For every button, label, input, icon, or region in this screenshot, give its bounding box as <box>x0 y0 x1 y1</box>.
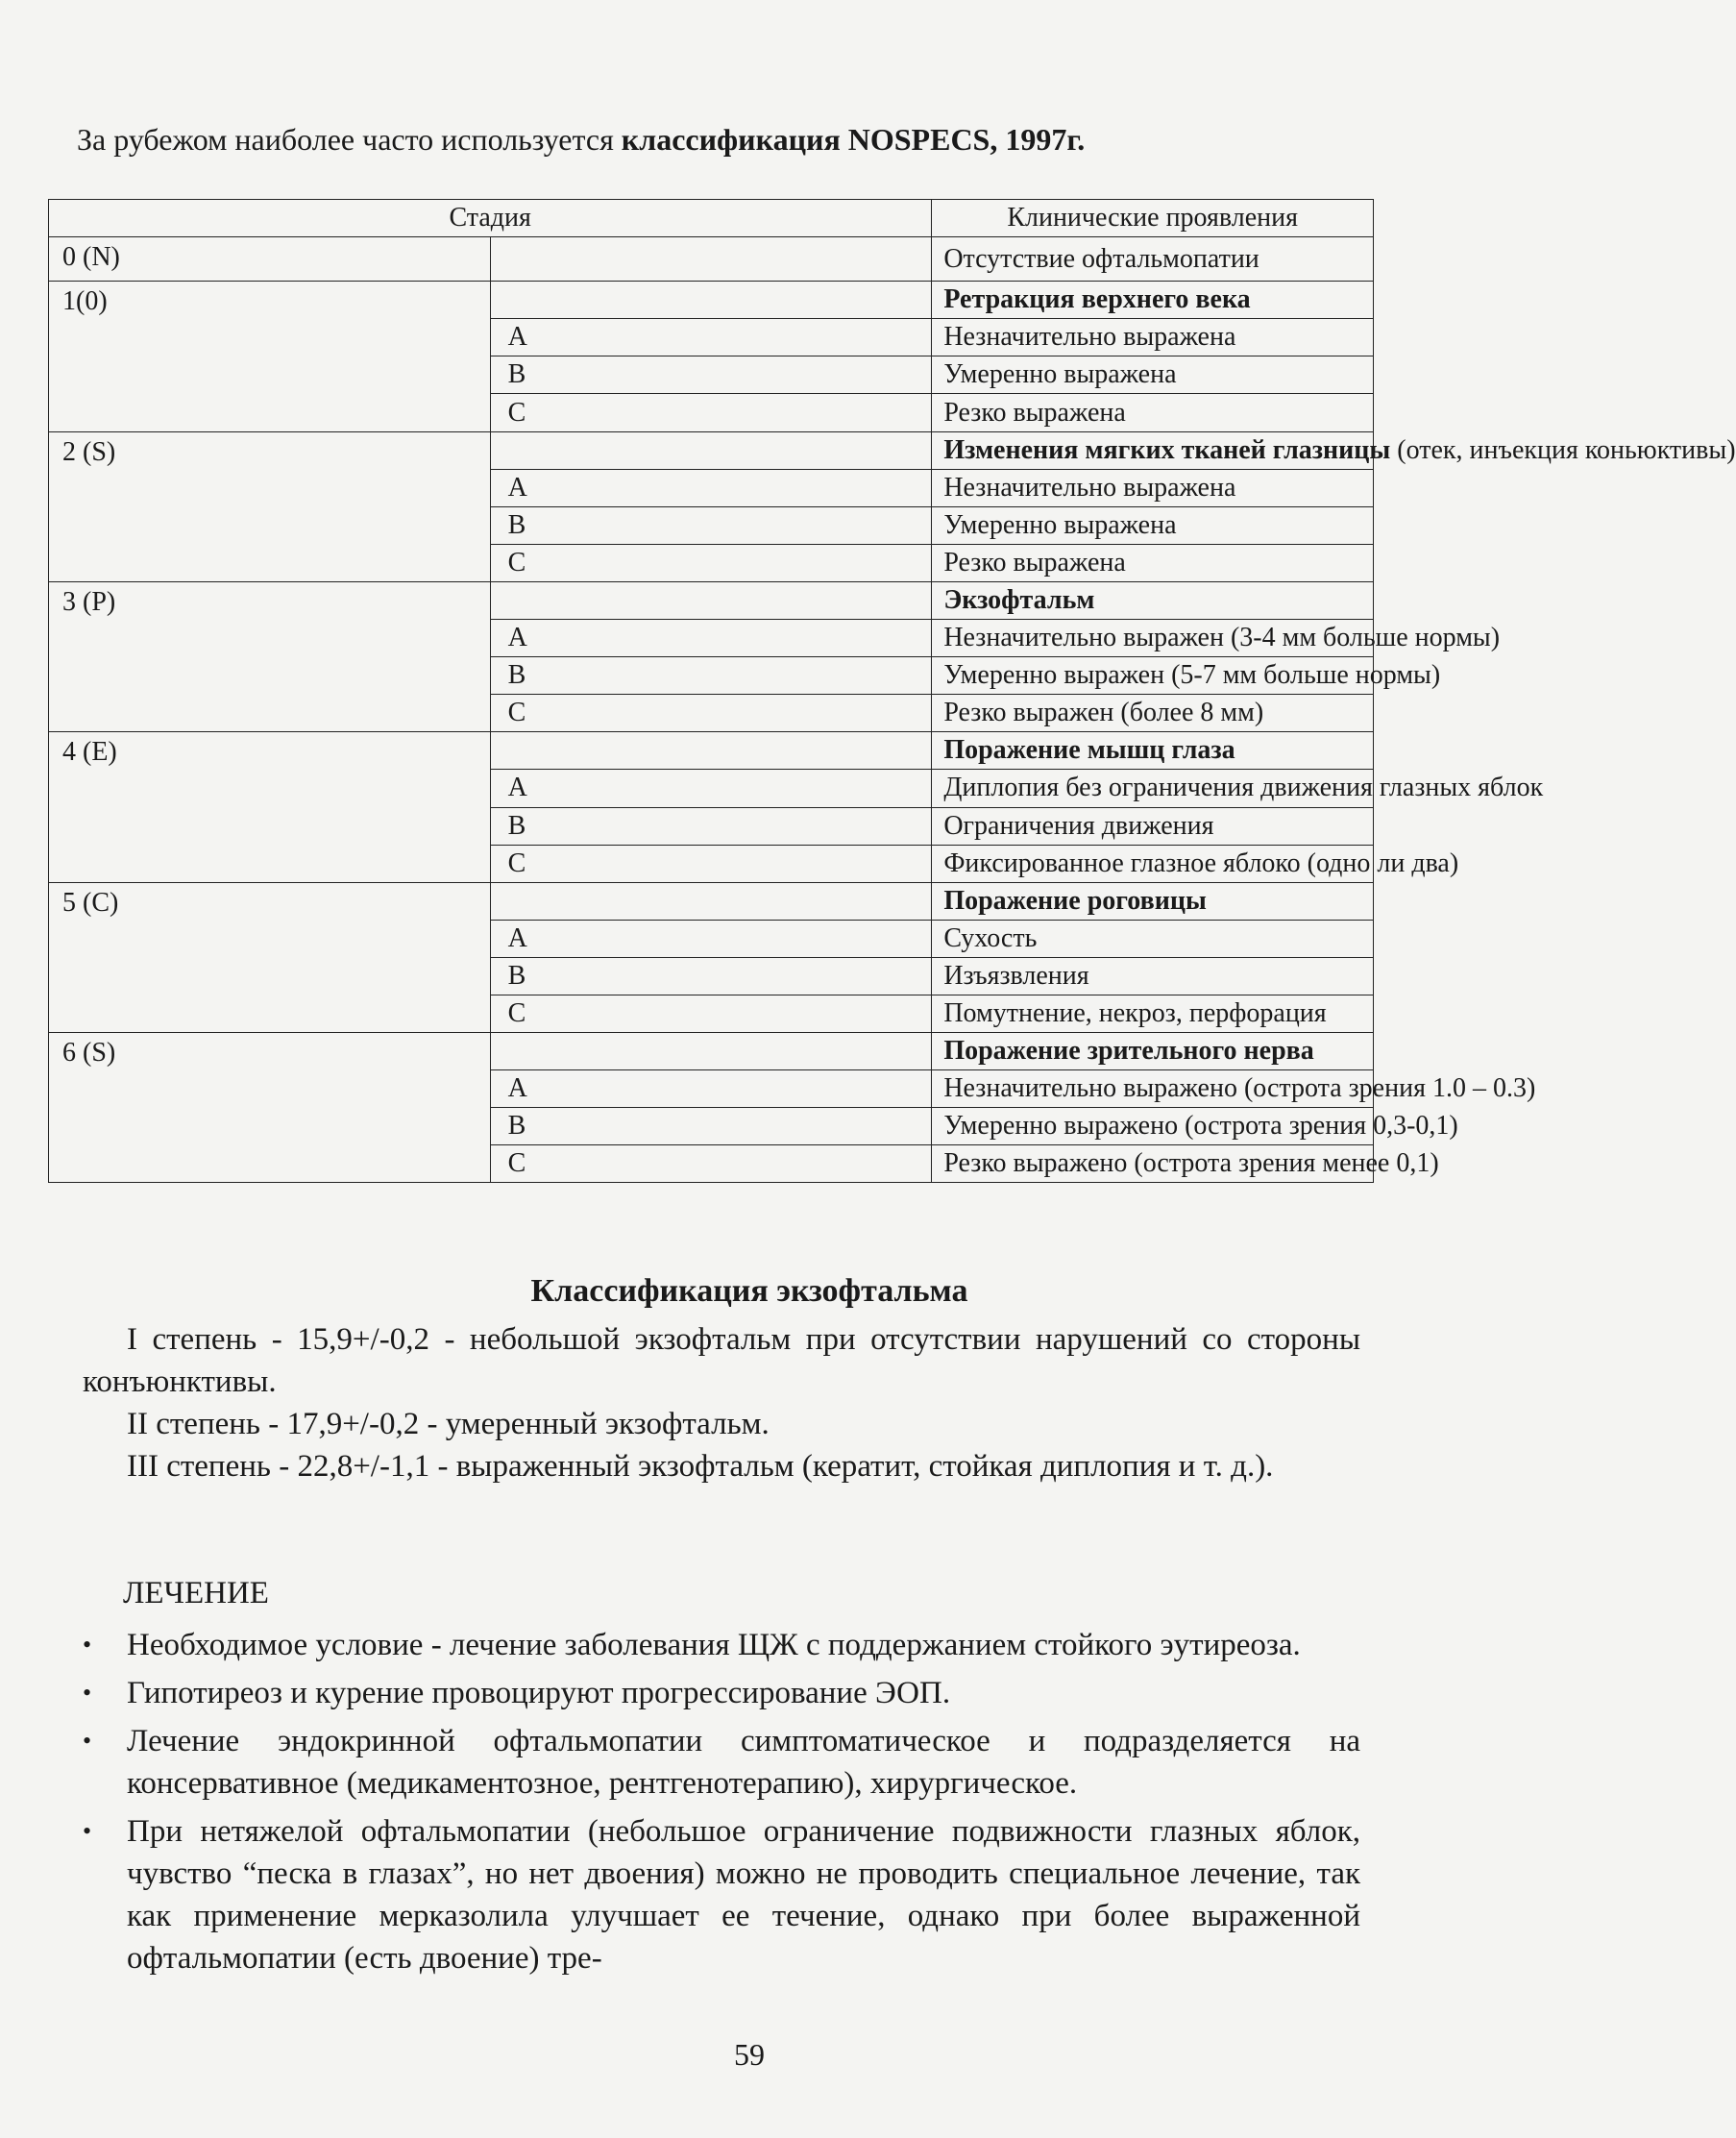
degree-2: II степень - 17,9+/-0,2 - умеренный экзофтальм. <box>127 1407 770 1441</box>
clinical-cell <box>932 620 1501 657</box>
treatment-item <box>83 1672 1360 1714</box>
stage-cell: 6 (S) <box>49 1033 491 1183</box>
clinical-cell <box>932 394 1374 431</box>
clinical-cell <box>932 319 1374 356</box>
treatment-list <box>83 1624 1360 1985</box>
substage-cell <box>490 581 932 619</box>
clinical-text: Незначительно выражена <box>943 322 1236 353</box>
substage-cell: B <box>490 1108 932 1145</box>
table-row <box>49 237 1374 282</box>
stage-cell: 5 (C) <box>49 882 491 1032</box>
treatment-item-text: Гипотиреоз и курение провоцируют прогрессирование ЭОП. <box>127 1676 951 1710</box>
exophthalmos-paragraphs <box>83 1318 1360 1487</box>
stage-cell: 3 (P) <box>49 581 491 731</box>
clinical-text: Ретракция верхнего века <box>943 284 1251 315</box>
clinical-cell <box>932 1070 1536 1108</box>
clinical-cell <box>932 237 1374 282</box>
table-header-row <box>49 200 1374 237</box>
clinical-text: Поражение зрительного нерва <box>943 1036 1314 1067</box>
header-clinical: Клинические проявления <box>932 200 1374 237</box>
clinical-cell <box>932 282 1374 319</box>
substage-cell: B <box>490 657 932 695</box>
clinical-text: Незначительно выражено (острота зрения 1.0 – 0.3) <box>943 1073 1536 1104</box>
bullet-icon: • <box>83 1679 92 1707</box>
bullet-icon: • <box>83 1817 92 1845</box>
clinical-text: Умеренно выражен (5-7 мм больше нормы) <box>943 660 1441 691</box>
clinical-text: Умеренно выражено (острота зрения 0,3-0,1) <box>943 1111 1458 1142</box>
substage-cell: C <box>490 695 932 732</box>
stage-cell: 4 (E) <box>49 732 491 882</box>
substage-cell: C <box>490 1145 932 1183</box>
substage-cell: B <box>490 356 932 394</box>
clinical-cell <box>932 995 1374 1032</box>
substage-cell: B <box>490 506 932 544</box>
bullet-icon: • <box>83 1631 92 1659</box>
substage-cell: C <box>490 394 932 431</box>
clinical-cell <box>932 1108 1458 1145</box>
substage-cell: A <box>490 319 932 356</box>
treatment-item <box>83 1810 1360 1979</box>
clinical-cell <box>932 957 1374 995</box>
clinical-text: Фиксированное глазное яблоко (одно ли два) <box>943 848 1459 878</box>
clinical-cell <box>932 581 1374 619</box>
table-row <box>49 882 1374 920</box>
nospecs-table <box>48 199 1736 1183</box>
stage-cell: 2 (S) <box>49 431 491 581</box>
clinical-text: Резко выражено (острота зрения менее 0,1) <box>943 1148 1439 1179</box>
substage-cell <box>490 732 932 770</box>
table-row <box>49 1033 1374 1070</box>
substage-cell <box>490 237 932 282</box>
treatment-item-text: Необходимое условие - лечение заболевания ЩЖ с поддержанием стойкого эутиреоза. <box>127 1628 1301 1662</box>
clinical-text: Экзофтальм <box>943 584 1095 615</box>
substage-cell <box>490 282 932 319</box>
intro-bold: классификация NOSPECS, 1997г. <box>621 122 1086 157</box>
clinical-cell <box>932 1145 1439 1183</box>
clinical-text: Сухость <box>943 922 1038 953</box>
clinical-cell <box>932 770 1544 807</box>
clinical-text: Резко выражена <box>943 397 1126 428</box>
substage-cell: A <box>490 770 932 807</box>
treatment-heading: ЛЕЧЕНИЕ <box>123 1576 269 1610</box>
intro-text: За рубежом наиболее часто используется <box>77 122 622 157</box>
table-row <box>49 282 1374 319</box>
treatment-item <box>83 1720 1360 1805</box>
substage-cell <box>490 1033 932 1070</box>
table-row <box>49 732 1374 770</box>
clinical-cell <box>932 882 1374 920</box>
clinical-text: Изменения мягких тканей глазницы <box>943 434 1391 465</box>
clinical-cell <box>932 1033 1374 1070</box>
clinical-cell <box>932 469 1374 506</box>
clinical-text: Поражение мышц глаза <box>943 735 1235 766</box>
clinical-text: Изъязвления <box>943 960 1089 991</box>
clinical-text: Умеренно выражена <box>943 359 1177 390</box>
intro-paragraph <box>77 117 1364 161</box>
clinical-cell <box>932 356 1374 394</box>
clinical-text: Диплопия без ограничения движения глазных яблок <box>943 773 1544 803</box>
stage-cell: 0 (N) <box>49 237 491 282</box>
table-row <box>49 431 1374 469</box>
clinical-text: Резко выражен (более 8 мм) <box>943 698 1264 728</box>
clinical-cell <box>932 431 1736 469</box>
substage-cell: A <box>490 469 932 506</box>
bullet-icon: • <box>83 1727 92 1755</box>
substage-cell: B <box>490 957 932 995</box>
substage-cell: A <box>490 1070 932 1108</box>
clinical-text-note: (отек, инъекция коньюктивы) <box>1390 434 1736 465</box>
table-row <box>49 581 1374 619</box>
clinical-cell <box>932 544 1374 581</box>
treatment-item <box>83 1624 1360 1666</box>
clinical-cell <box>932 506 1374 544</box>
clinical-text: Ограничения движения <box>943 810 1214 841</box>
clinical-text: Резко выражена <box>943 547 1126 578</box>
clinical-cell <box>932 695 1374 732</box>
clinical-text: Отсутствие офтальмопатии <box>943 243 1259 274</box>
clinical-text: Незначительно выражен (3-4 мм больше нормы) <box>943 623 1501 653</box>
substage-cell: C <box>490 995 932 1032</box>
exophthalmos-title: Классификация экзофтальма <box>530 1273 968 1309</box>
clinical-cell <box>932 807 1374 845</box>
clinical-text: Умеренно выражена <box>943 509 1177 540</box>
clinical-cell <box>932 657 1441 695</box>
clinical-cell <box>932 920 1374 957</box>
clinical-text: Помутнение, некроз, перфорация <box>943 998 1327 1029</box>
clinical-cell <box>932 845 1459 882</box>
substage-cell: A <box>490 620 932 657</box>
substage-cell: A <box>490 920 932 957</box>
substage-cell <box>490 882 932 920</box>
degree-1: I степень - 15,9+/-0,2 - небольшой экзофтальм при отсутствии нарушений со стороны конъюнктивы. <box>83 1322 1360 1399</box>
substage-cell: B <box>490 807 932 845</box>
clinical-text: Поражение роговицы <box>943 885 1207 916</box>
degree-3: III степень - 22,8+/-1,1 - выраженный экзофтальм (кератит, стойкая диплопия и т. д.). <box>127 1449 1274 1484</box>
substage-cell: C <box>490 544 932 581</box>
clinical-cell <box>932 732 1374 770</box>
substage-cell <box>490 431 932 469</box>
clinical-text: Незначительно выражена <box>943 472 1236 503</box>
header-stage: Стадия <box>49 200 932 237</box>
treatment-item-text: Лечение эндокринной офтальмопатии симптоматическое и подразделяется на консервативное (медикаментозное, рентгенотерапию), хирургическое. <box>127 1724 1360 1801</box>
treatment-item-text: При нетяжелой офтальмопатии (небольшое ограничение подвижности глазных яблок, чувство “песка в глазах”, но нет двоения) можно не проводить специальное лечение, так как применение мерказолила улучшает ее течение, однако при более выраженной офтальмопатии (есть двоение) тре- <box>127 1814 1360 1976</box>
stage-cell: 1(0) <box>49 282 491 431</box>
page-number: 59 <box>734 2037 765 2072</box>
substage-cell: C <box>490 845 932 882</box>
